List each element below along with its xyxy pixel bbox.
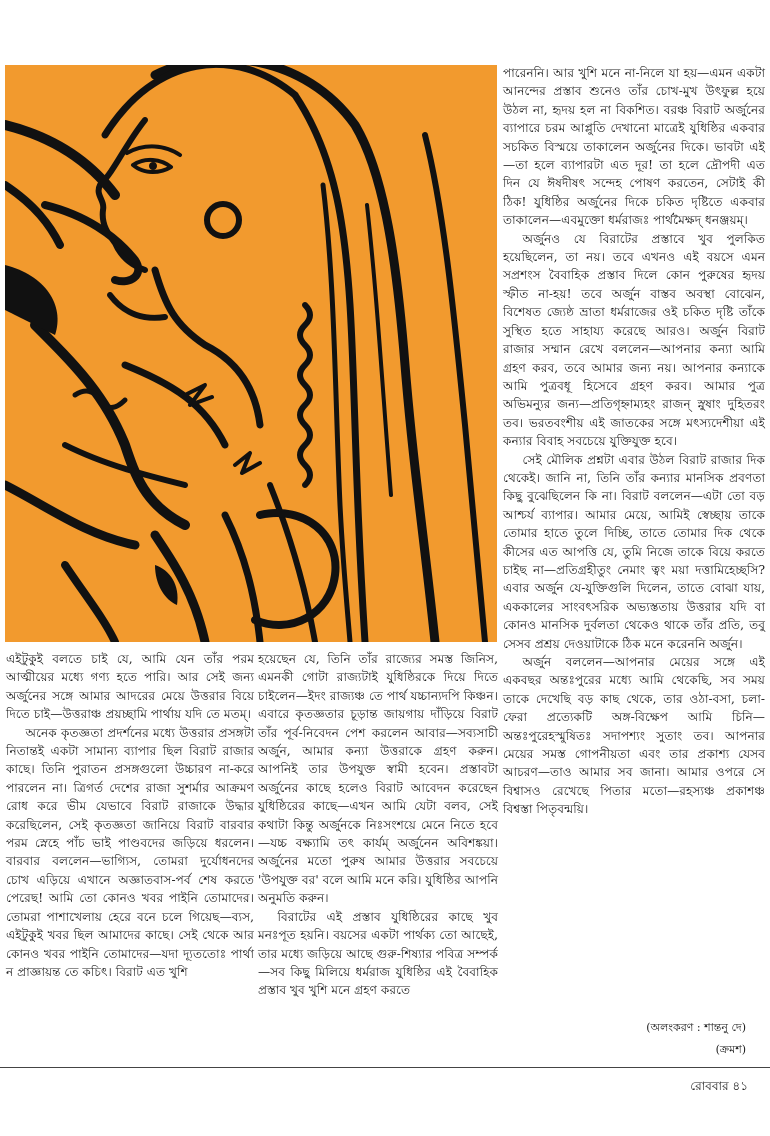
paragraph: অর্জুনও যে বিরাটের প্রস্তাবে খুব পুলকিত হয়েছিলেন, তা নয়। তবে এখনও এই বয়সে এমন সপ্রশংস বৈবাহিক প্রস্তাব দিলে কোন পুরুষের হৃদয় স্ফীত না-হয়! তবে অর্জুন বাস্তব অবস্থা বোঝেন, বিশেষত জ্যেষ্ঠ ভ্রাতা ধর্মরাজের ওই চকিত দৃষ্টি তাঁকে সুস্থিত হতে সাহায্য করেছে আরও। অর্জুন বিরাট রাজার সম্মান রেখে বললেন—আপনার কন্যা আমি গ্রহণ করব, তবে আমার জন্য নয়। আপনার কন্যাকে আমি পুত্রবধূ হিসেবে গ্রহণ করব। আমার পুত্র অভিমন্যুর জন্য—প্রতিগৃহ্নাম্যহং রাজন্ স্নুষাং দুহিতরং তব। ভরতবংশীয় এই জাতকের সঙ্গে মৎস্যদেশীয়া এই কন্যার বিবাহ সবচেয়ে যুক্তিযুক্ত হবে। bbox=[503, 231, 765, 449]
text-column-right bbox=[503, 64, 765, 819]
text-column-left bbox=[6, 650, 254, 981]
ink-figure-drawing bbox=[5, 65, 497, 642]
text-column-middle bbox=[258, 650, 498, 1000]
paragraph: অর্জুন বললেন—আপনার মেয়ের সঙ্গে এই একবছর অন্তঃপুরের মধ্যে আমি থেকেছি, সব সময় তাকে দেখেছি বড় কাছ থেকে, তার ওঠা-বসা, চলা-ফেরা প্রত্যেকটি অঙ্গ-বিক্ষেপ আমি চিনি—অন্তঃপুরেহস্মুষিতঃ সদাপশ্যং সুতাং তব। আপনার মেয়ের সমস্ত গোপনীয়তা এবং তার প্রকাশ্য যেসব আচরণ—তাও আমার সব জানা। আমার ওপরে সে বিশ্বাসও রেখেছে পিতার মতো—রহস্যঞ্চ প্রকাশঞ্চ বিশ্বস্তা পিতৃবন্ময়ি। bbox=[503, 655, 765, 817]
paragraph: হয়েছেন যে, তিনি তাঁর রাজ্যের সমস্ত জিনিস, এমনকী গোটা রাজ্যটাই যুধিষ্ঠিরকে দিয়ে দিতে চাইলেন—ইদং রাজ্যঞ্চ তে পার্থ যচ্চান্যদপি কিঞ্চন। bbox=[258, 652, 498, 703]
footer-rule bbox=[0, 1067, 770, 1068]
illustration bbox=[5, 65, 497, 642]
continued-note: (ক্রমশ) bbox=[715, 1043, 746, 1056]
paragraph: সেই মৌলিক প্রশ্নটা এবার উঠল বিরাট রাজার দিক থেকেই। জানি না, তিনি তাঁর কন্যার মানসিক প্রবণতা কিছু বুঝেছিলেন কি না। বিরাট বললেন—এটা তো বড় আশ্চর্য ব্যাপার। আমার মেয়ে, আমিই স্বেচ্ছায় তাকে তোমার হাতে তুলে দিচ্ছি, তাতে তোমার দিক থেকে কীসের এত আপত্তি যে, তুমি নিজে তাকে বিয়ে করতে চাইছ না—প্রতিগ্রহীতুং নেমাং ত্বং ময়া দত্তামিহেচ্ছসি? এবার অর্জুন যে-যুক্তিগুলি দিলেন, তাতে বোঝা যায়, এককালের সাংবৎসরিক অভ্যস্ততায় উত্তরার যদি বা কোনও মানসিক দুর্বলতা থেকেও থাকে তাঁর প্রতি, তবু সেসব প্রশ্রয় দেওয়াটাকে ঠিক মনে করেননি অর্জুন। bbox=[503, 452, 765, 651]
paragraph: এইটুকুই বলতে চাই যে, আমি যেন তাঁর পরম আত্মীয়ের মধ্যে গণ্য হতে পারি। আর সেই জন্য অর্জুনের সঙ্গে আমার আদরের মেয়ে উত্তরার বিয়ে দিতে চাই—উত্তরাঞ্চ প্রয়চ্ছামি পার্থায় যদি তে মতম্। bbox=[6, 652, 254, 722]
paragraph: এবারে কৃতজ্ঞতার চূড়ান্ত জায়গায় দাঁড়িয়ে বিরাট তাঁর পূর্ব-নিবেদন পেশ করলেন আবার—সব্যসাচী অর্জুন, আমার কন্যা উত্তরাকে গ্রহণ করুন। আপনিই তার উপযুক্ত স্বামী হবেন। প্রস্তাবটা অর্জুনের কাছে হলেও বিরাট আবেদন করেছেন যুধিষ্ঠিরের কাছে—এখন আমি যেটা বলব, সেই কথাটা কিন্তু অর্জুনকে নিঃসংশয়ে মেনে নিতে হবে—যচ্চ বক্ষ্যামি তৎ কার্যম্ অর্জুনেন অবিশঙ্কয়া। অর্জুনের মতো পুরুষ আমার উত্তরার সবচেয়ে 'উপযুক্ত বর' বলে আমি মনে করি। যুধিষ্ঠির আপনি অনুমতি করুন। bbox=[258, 707, 498, 906]
illustration-credit: (অলংকরণ : শান্তনু দে) bbox=[646, 1021, 746, 1034]
paragraph: অনেক কৃতজ্ঞতা প্রদর্শনের মধ্যে উত্তরার প্রসঙ্গটা নিতান্তই একটা সামান্য ব্যাপার ছিল বিরাট রাজার কাছে। তিনি পুরাতন প্রসঙ্গগুলো উচ্চারণ না-করে পারলেন না। ত্রিগর্ত দেশের রাজা সুশর্মার আক্রমণ রোধ করে ভীম যেভাবে বিরাট রাজাকে উদ্ধার করেছিলেন, সেই কৃতজ্ঞতা জানিয়ে বিরাট বারবার পরম স্নেহে পাঁচ ভাই পাণ্ডবদের জড়িয়ে ধরলেন। বারবার বললেন—ভাগ্যিস, তোমরা দুর্যোধনদের চোখ এড়িয়ে এখানে অজ্ঞাতবাস-পর্ব শেষ করতে পেরেছ! আমি তো কোনও খবর পাইনি তোমাদের। তোমরা পাশাখেলায় হেরে বনে চলে গিয়েছ—ব্যস, এইটুকুই খবর ছিল আমাদের কাছে। সেই থেকে আর কোনও খবর পাইনি তোমাদের—যদা দ্যূততোঃ পার্থা ন প্রাজ্ঞায়ন্ত তে কচিৎ। বিরাট এত খুশি bbox=[6, 725, 254, 979]
paragraph: পারেননি। আর খুশি মনে না-নিলে যা হয়—এমন একটা আনন্দের প্রস্তাব শুনেও তাঁর চোখ-মুখ উৎফুল্ল হয়ে উঠল না, হৃদয় হল না বিকশিত। বরঞ্চ বিরাট অর্জুনের ব্যাপারে চরম আপ্লুতি দেখানো মাত্রেই যুধিষ্ঠির একবার সচকিত বিস্ময়ে তাকালেন অর্জুনের দিকে। ভাবটা এই—তা হলে ব্যাপারটা এত দূর! তা হলে দ্রৌপদী এত দিন যে ঈষদীষৎ সন্দেহ পোষণ করতেন, সেটাই কী ঠিক! যুধিষ্ঠির অর্জুনের দিকে চকিত দৃষ্টিতে একবার তাকালেন—এবমুক্তো ধর্মরাজঃ পার্থমৈক্ষদ্ ধনঞ্জয়ম্। bbox=[503, 66, 765, 228]
paragraph: বিরাটের এই প্রস্তাব যুধিষ্ঠিরের কাছে খুব মনঃপূত হয়নি। বয়সের একটা পার্থক্য তো আছেই, তার মধ্যে জড়িয়ে আছে গুরু-শিষ্যার পবিত্র সম্পর্ক—সব কিছু মিলিয়ে ধর্মরাজ যুধিষ্ঠির এই বৈবাহিক প্রস্তাব খুব খুশি মনে গ্রহণ করতে bbox=[258, 909, 498, 998]
page-footer: রোববার ৪১ bbox=[690, 1079, 748, 1093]
